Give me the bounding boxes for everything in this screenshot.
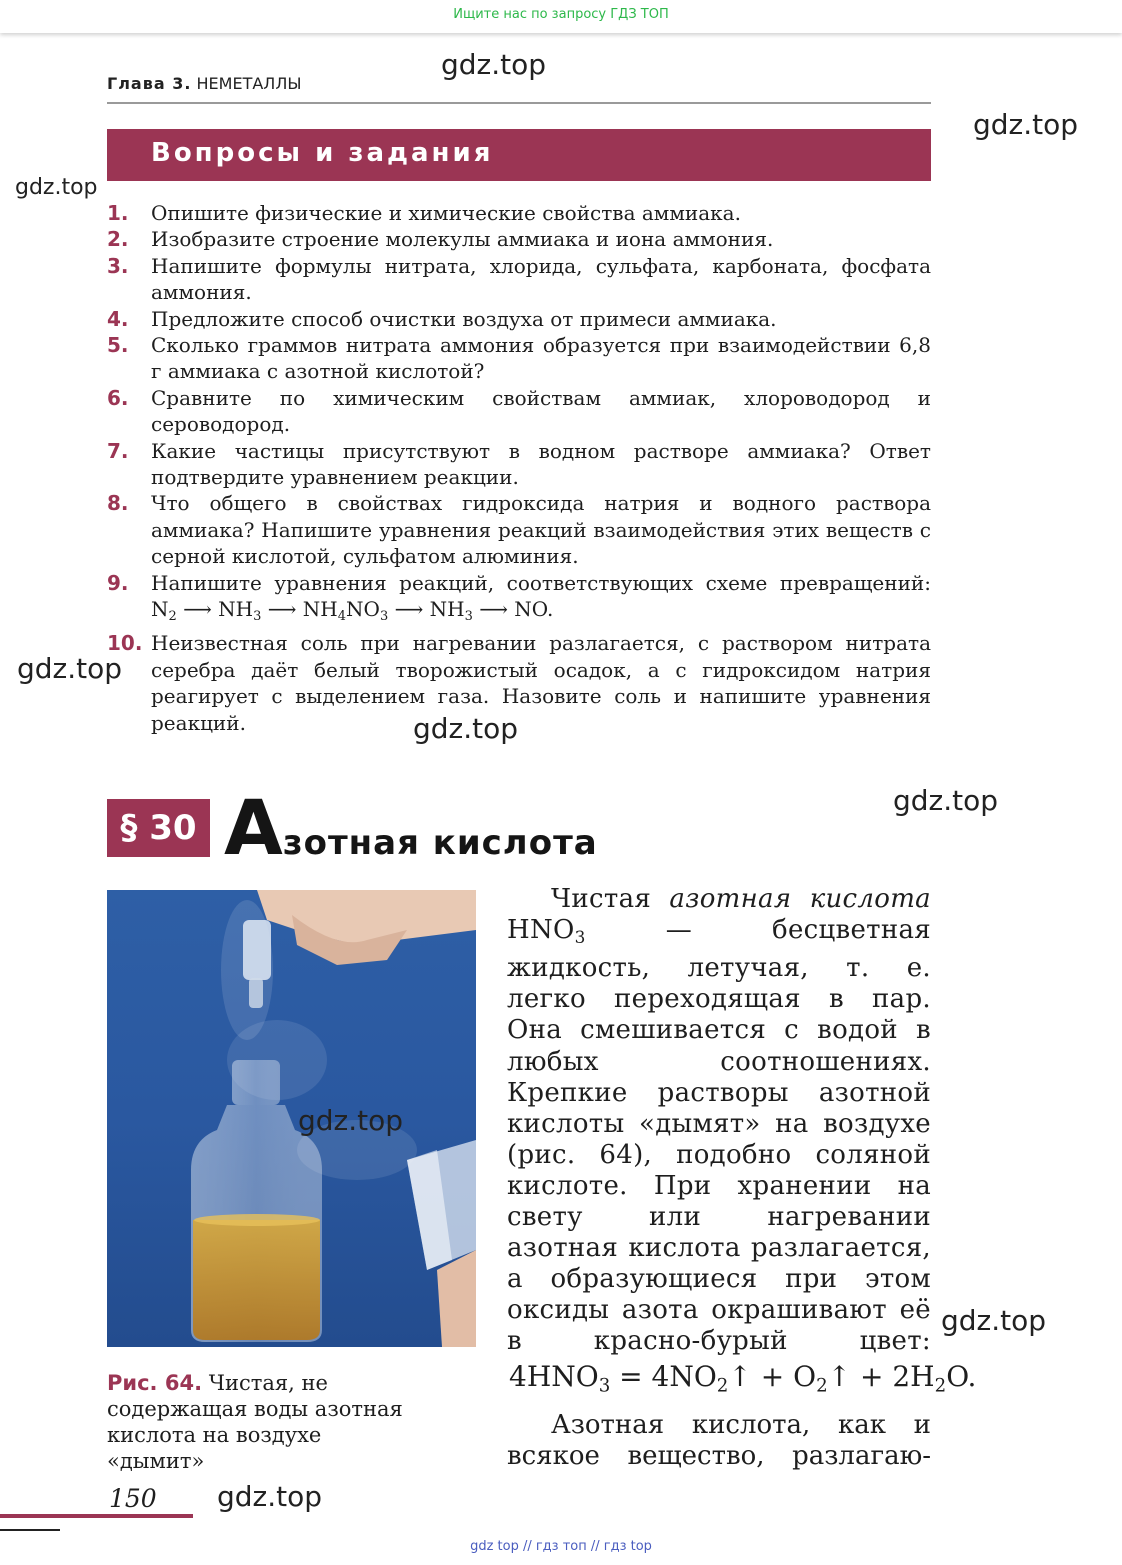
conversion-scheme: $N_2$ ⟶ $NH_3$ ⟶ $NH_4NO_3$ ⟶ $NH_3$ ⟶ NO. bbox=[151, 597, 554, 624]
section-title bbox=[224, 783, 598, 872]
arrow-icon: ⟶ bbox=[479, 597, 508, 622]
figure-caption bbox=[107, 1370, 407, 1474]
arrow-icon: ⟶ bbox=[183, 597, 212, 622]
top-search-banner[interactable] bbox=[0, 0, 1122, 33]
section-number: § 30 bbox=[120, 808, 197, 848]
question-number: 2. bbox=[107, 227, 129, 252]
question-text: Напишите уравнения реакций, соответствующих схеме превращений: bbox=[151, 570, 931, 595]
questions-banner bbox=[107, 129, 931, 181]
main-paragraph: Чистая азотная кислота $HNO_3$ — бесцветная жидкость, летучая, т. е. легко переходящая в пар. Она смешивается с водой в любых соотношениях. Крепкие растворы азотной кислоты «дымят» на воздухе (рис. 64), подобно соляной кислоте. При хранении на свету или нагревании азотная кислота разлагается, а образующиеся при этом оксиды азота окрашивают её в красно-бурый цвет: bbox=[507, 884, 931, 1357]
section-title-initial: А bbox=[224, 783, 283, 872]
question-item bbox=[107, 490, 931, 569]
questions-heading: Вопросы и задания bbox=[151, 138, 494, 168]
footer-text[interactable]: gdz top // гдз топ // гдз top bbox=[470, 1539, 652, 1554]
watermark: gdz.top bbox=[17, 652, 123, 685]
chapter-title: НЕМЕТАЛЛЫ bbox=[196, 74, 302, 93]
question-item bbox=[107, 630, 931, 736]
page-accent-line bbox=[0, 1514, 193, 1518]
second-paragraph: Азотная кислота, как и всякое вещество, разлагаю- bbox=[507, 1410, 931, 1472]
question-text: Неизвестная соль при нагревании разлагается, с раствором нитрата серебра даёт белый творожистый осадок, а с гидроксидом натрия реагирует с выделением газа. Назовите соль и напишите уравнения реакций. bbox=[151, 631, 931, 735]
question-text: Предложите способ очистки воздуха от примеси аммиака. bbox=[151, 306, 777, 331]
formula-hno3: $HNO_3$ bbox=[507, 915, 586, 948]
page-number: 150 bbox=[109, 1484, 157, 1513]
watermark: gdz.top bbox=[893, 784, 999, 817]
figure-caption-text: Чистая, не содержащая воды азотная кислота на воздухе «дымит» bbox=[107, 1371, 403, 1473]
question-number: 5. bbox=[107, 333, 129, 358]
question-item bbox=[107, 438, 931, 491]
figure-label: Рис. 64. bbox=[107, 1371, 203, 1395]
question-number: 7. bbox=[107, 438, 129, 463]
question-number: 10. bbox=[107, 631, 143, 656]
watermark: gdz.top bbox=[973, 108, 1079, 141]
figure-photo bbox=[107, 890, 476, 1347]
watermark: gdz.top bbox=[217, 1480, 323, 1513]
arrow-icon: ⟶ bbox=[394, 597, 424, 622]
question-number: 6. bbox=[107, 385, 129, 410]
question-text: Сколько граммов нитрата аммония образуется при взаимодействии 6,8 г аммиака с азотной кислотой? bbox=[151, 333, 931, 384]
question-number: 4. bbox=[107, 306, 129, 331]
question-number: 9. bbox=[107, 570, 129, 595]
footer-links[interactable] bbox=[0, 1539, 1122, 1554]
watermark: gdz.top bbox=[941, 1304, 1047, 1337]
watermark: gdz.top bbox=[298, 1104, 404, 1137]
questions-list bbox=[107, 200, 931, 736]
question-item bbox=[107, 226, 931, 252]
chapter-number: Глава 3. bbox=[107, 74, 192, 93]
term-nitric-acid: азотная кислота bbox=[669, 884, 931, 914]
watermark: gdz.top bbox=[15, 175, 98, 200]
decomposition-equation: $4HNO_3$ = $4NO_2↑$ + $O_2↑ + 2H_2O$. bbox=[509, 1360, 977, 1397]
question-number: 8. bbox=[107, 491, 129, 516]
question-text: Опишите физические и химические свойства аммиака. bbox=[151, 201, 741, 225]
question-text: Что общего в свойствах гидроксида натрия и водного раствора аммиака? Напишите уравнения реакций взаимодействия этих веществ с серной кислотой, сульфатом алюминия. bbox=[151, 491, 931, 569]
question-text: Сравните по химическим свойствам аммиак, хлороводород и сероводород. bbox=[151, 385, 931, 437]
section-title-rest: зотная кислота bbox=[282, 823, 598, 863]
question-item bbox=[107, 306, 931, 332]
question-item bbox=[107, 570, 931, 631]
acid-bottle-image bbox=[107, 890, 476, 1347]
question-item bbox=[107, 332, 931, 385]
question-item bbox=[107, 385, 931, 438]
question-text: Изобразите строение молекулы аммиака и иона аммония. bbox=[151, 227, 774, 252]
question-number: 3. bbox=[107, 253, 129, 278]
watermark: gdz.top bbox=[413, 712, 519, 745]
arrow-icon: ⟶ bbox=[267, 597, 297, 622]
watermark: gdz.top bbox=[441, 48, 547, 81]
question-text: Напишите формулы нитрата, хлорида, сульфата, карбоната, фосфата аммония. bbox=[151, 253, 931, 305]
question-number: 1. bbox=[107, 201, 129, 225]
top-search-text: Ищите нас по запросу ГДЗ ТОП bbox=[453, 7, 669, 22]
section-number-badge bbox=[107, 799, 210, 857]
question-item bbox=[107, 253, 931, 306]
question-text: Какие частицы присутствуют в водном растворе аммиака? Ответ подтвердите уравнением реакции. bbox=[151, 438, 931, 490]
question-item bbox=[107, 200, 931, 226]
page-divider-line bbox=[0, 1529, 60, 1531]
